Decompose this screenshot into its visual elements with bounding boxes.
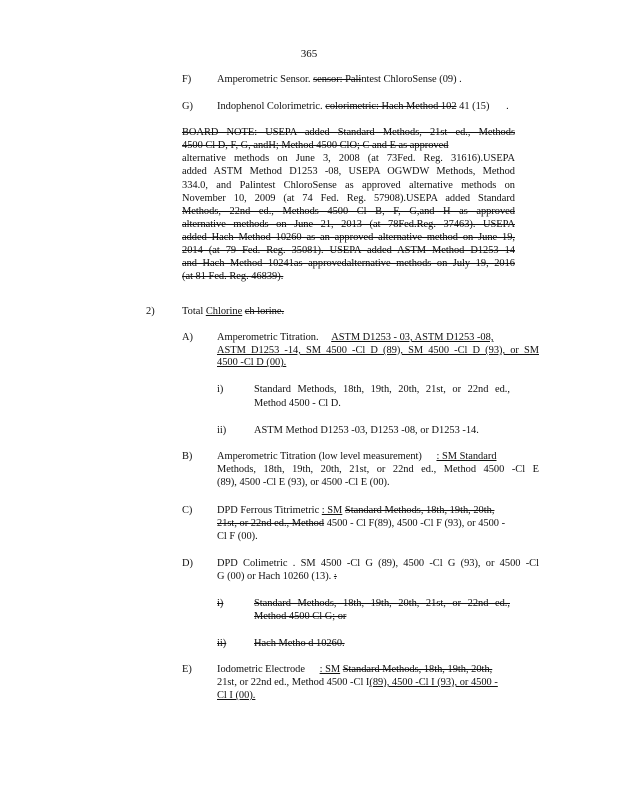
text: Indophenol Colorimetric.	[217, 101, 323, 112]
note-line: 2014 (at 79 Fed. Reg. 35081). USEPA added ASTM Method D1253 14	[182, 245, 515, 256]
item-text: Methods, 18th, 19th, 20th, 21st, or 22nd ed., Method 4500 -Cl E	[217, 464, 539, 475]
text: Total	[182, 306, 204, 317]
struck-text: sensor: Pali	[313, 74, 362, 85]
text: G (00) or Hach 10260 (13).	[217, 571, 332, 582]
struck-text: :	[333, 571, 337, 582]
item-marker: G)	[182, 101, 193, 112]
list-item-g	[217, 101, 509, 113]
underlined-text: ASTM D1253 - 03, ASTM D1253 -08,	[331, 332, 494, 343]
note-line: and Hach Method 10241as approvedalternative methods on July 19, 2016	[182, 258, 515, 269]
underlined-text: ASTM D1253 -14, SM 4500 -Cl D (89), SM 4500 -Cl D (93), or SM	[217, 345, 539, 356]
sub-item-text: Method 4500 - Cl D.	[254, 398, 341, 409]
page-number: 365	[300, 48, 318, 60]
item-marker: C)	[182, 505, 193, 516]
text: DPD Ferrous Titrimetric	[217, 505, 320, 516]
text: Amperometric Sensor.	[217, 74, 311, 85]
note-line: BOARD NOTE: USEPA added Standard Methods, 21st ed., Methods	[182, 127, 515, 138]
underlined-text: Chlorine	[205, 306, 243, 317]
underlined-text: (89), 4500 -Cl I (93), or 4500 -	[369, 677, 498, 688]
text: Amperometric Titration.	[217, 332, 319, 343]
note-line: alternative methods on June 21, 2013 (at 78Fed.Reg. 37463). USEPA	[182, 219, 515, 230]
sub-item-marker: ii)	[217, 425, 227, 436]
struck-text: ch lorine.	[244, 306, 285, 317]
text: 21st, or 22nd ed., Method 4500 -Cl I	[217, 677, 370, 688]
section-marker: 2)	[146, 306, 155, 317]
struck-text: colorimetric: Hach Method 102	[325, 101, 457, 112]
underlined-text: : SM	[321, 505, 343, 516]
struck-text: Standard Methods, 18th, 19th, 20th,	[344, 505, 495, 516]
note-line: alternative methods on June 3, 2008 (at 73Fed. Reg. 31616).USEPA	[182, 153, 515, 164]
struck-text: 21st, or 22nd ed., Method	[217, 518, 325, 529]
underlined-text: Cl I (00).	[217, 690, 256, 701]
list-item-b	[217, 451, 539, 463]
underlined-text: : SM Standard	[436, 451, 497, 462]
note-line: Methods, 22nd ed., Methods 4500 Cl B, F, G,and H as approved	[182, 206, 515, 217]
item-text: (89), 4500 -Cl E (93), or 4500 -Cl E (00).	[217, 477, 390, 488]
note-line	[182, 140, 448, 152]
underlined-text: : SM	[319, 664, 341, 675]
sub-item-marker: i)	[217, 598, 224, 609]
text: ntest ChloroSense (09)	[361, 74, 457, 85]
text: Iodometric Electrode	[217, 664, 305, 675]
sub-item-marker: ii)	[217, 638, 227, 649]
list-item-d: DPD Colimetric . SM 4500 -Cl G (89), 4500 -Cl G (93), or 4500 -Cl	[217, 558, 539, 569]
item-marker: B)	[182, 451, 193, 462]
item-text	[217, 518, 505, 530]
struck-text: Standard Methods, 18th, 19th, 20th,	[342, 664, 493, 675]
item-text	[217, 677, 498, 689]
list-item-e	[217, 664, 492, 676]
sub-item-text: ASTM Method D1253 -03, D1253 -08, or D1253 -14.	[254, 425, 479, 436]
note-line: added ASTM Method D1253 -08, USEPA OGWDW Methods, Method	[182, 166, 515, 177]
text: .	[459, 74, 462, 85]
text: .	[506, 101, 509, 112]
list-item-f	[217, 74, 462, 86]
note-line: November 10, 2009 (at 74 Fed. Reg. 57908).USEPA added Standard	[182, 193, 515, 204]
sub-item-text: Standard Methods, 18th, 19th, 20th, 21st, or 22nd ed.,	[254, 598, 510, 609]
item-marker: D)	[182, 558, 193, 569]
note-line: 334.0, and Palintest ChloroSense as approved alternative methods on	[182, 180, 515, 191]
sub-item-marker: i)	[217, 384, 224, 395]
sub-item-text: Hach Metho d 10260.	[254, 638, 345, 649]
text: Amperometric Titration (low level measurement)	[217, 451, 422, 462]
section-heading	[182, 306, 284, 318]
note-line: added Hach Method 10260 as an approved alternative method on June 19,	[182, 232, 515, 243]
item-marker: E)	[182, 664, 192, 675]
text: 41 (15)	[459, 101, 490, 112]
list-item-a	[217, 332, 493, 344]
struck-text: ; C and E as approved	[356, 140, 449, 151]
item-text: Cl F (00).	[217, 531, 258, 542]
sub-item-text: Standard Methods, 18th, 19th, 20th, 21st, or 22nd ed.,	[254, 384, 510, 395]
note-line: (at 81 Fed. Reg. 46839).	[182, 271, 284, 282]
underlined-text: 4500 -Cl D (00).	[217, 357, 287, 368]
item-text	[217, 571, 337, 583]
text: 4500 - Cl F(89), 4500 -Cl F (93), or 4500 -	[326, 518, 506, 529]
item-marker: A)	[182, 332, 193, 343]
struck-text: 4500 Cl D, F, G, andH; Method 4500 ClO	[182, 140, 357, 151]
item-marker: F)	[182, 74, 192, 85]
list-item-c	[217, 505, 494, 517]
sub-item-text: Method 4500 Cl G; or	[254, 611, 347, 622]
